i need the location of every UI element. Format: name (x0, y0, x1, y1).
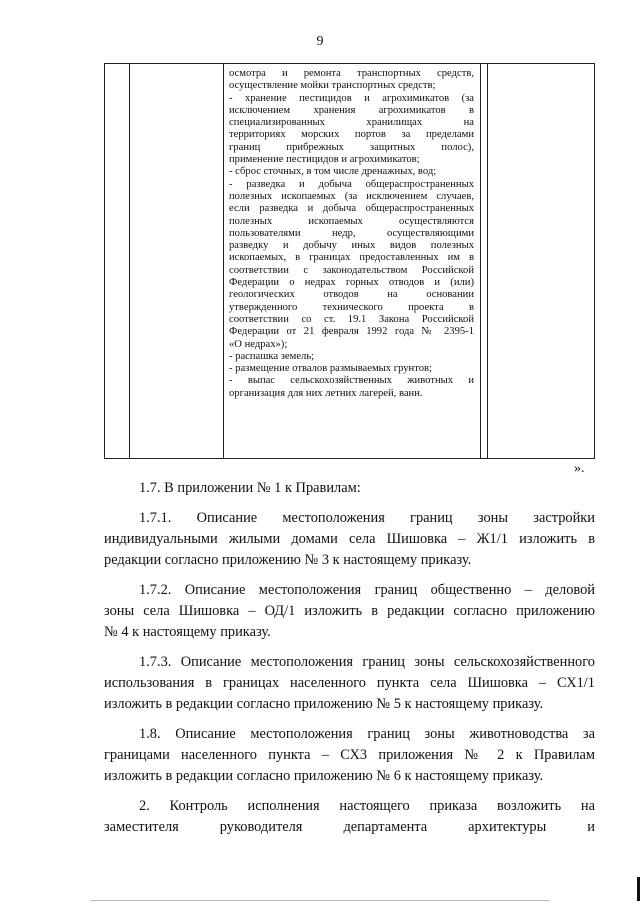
table-column-divider (223, 64, 224, 458)
paragraph-line: 1.7.3. Описание местоположения границ зоны сельскохозяйственного (139, 654, 595, 670)
table-text-line: геологических отводов на основании (229, 289, 474, 301)
table-text-line: разведку и добычу иных видов полезных (229, 240, 474, 252)
closing-quote: ». (574, 461, 585, 476)
table-text-line: осмотра и ремонта транспортных средств, (229, 68, 474, 79)
table-text-line: специализированных хранилищах на (229, 117, 474, 129)
table-text-line: если разведка и добыча общераспространенных (229, 203, 474, 215)
table-text-line: соответствии с законодательством Российской (229, 264, 474, 276)
table-text-line: исключением хранения агрохимикатов в (229, 104, 474, 116)
table-text-line: пользователями недр, осуществляющими (229, 227, 474, 239)
paragraph (104, 652, 595, 715)
table-text-line: - разведка и добыча общераспространенных (229, 178, 474, 190)
page-number: 9 (316, 34, 324, 49)
paragraph-line: индивидуальными жилыми домами села Шишовка – Ж1/1 изложить в (104, 531, 595, 547)
paragraph (104, 508, 595, 571)
table-text-line: организация для них летних лагерей, ванн. (229, 387, 423, 399)
table-column-divider (480, 64, 481, 458)
table-text-line: полезных ископаемых (за исключением случаев, (229, 190, 474, 202)
table-text-line: - выпас сельскохозяйственных животных и (229, 375, 474, 387)
table-column-divider (487, 64, 488, 458)
paragraph (104, 478, 595, 499)
table-text-line: - сброс сточных, в том числе дренажных, вод; (229, 166, 437, 178)
paragraph-line: 2. Контроль исполнения настоящего приказа возложить на (139, 798, 595, 814)
table-text-line: - распашка земель; (229, 350, 315, 362)
table-text-line: границ прибрежных защитных полос), (229, 141, 474, 153)
table-text-line: ископаемых, в границах предоставленных им в (229, 252, 474, 264)
bottom-rule (90, 900, 550, 901)
paragraph-line: 1.8. Описание местоположения границ зоны животноводства за (139, 726, 595, 742)
table-column-divider (129, 64, 130, 458)
paragraph-line: зоны села Шишовка – ОД/1 изложить в редакции согласно приложению (104, 603, 595, 619)
table-text-line: территориях морских портов за пределами (229, 129, 474, 141)
paragraph-line: заместителя руководителя департамента архитектуры и (104, 819, 595, 835)
table-text-line: Федерации о недрах горных отводов и (или) (229, 277, 474, 289)
paragraph-line: изложить в редакции согласно приложению № 5 к настоящему приказу. (104, 696, 544, 712)
paragraph (104, 724, 595, 787)
table-text-line: - хранение пестицидов и агрохимикатов (за (229, 92, 474, 104)
table-text-line: утвержденного технического проекта в (229, 301, 474, 313)
table-text-line: - размещение отвалов размываемых грунтов; (229, 363, 432, 375)
table-text-line: осуществление мойки транспортных средств; (229, 80, 436, 92)
paragraph-line: 1.7. В приложении № 1 к Правилам: (139, 480, 361, 496)
table-text-line: Федерации от 21 февраля 1992 года № 2395-1 (229, 326, 474, 338)
table-text-line: соответствии со ст. 19.1 Закона Российской (229, 313, 474, 325)
paragraph-line: использования в границах населенного пункта села Шишовка – СХ1/1 (104, 675, 595, 691)
paragraph-line: границами населенного пункта – СХ3 приложения № 2 к Правилам (104, 747, 595, 763)
table-text-line: «О недрах»); (229, 338, 288, 350)
table-text-line: полезных ископаемых осуществляются (229, 215, 474, 227)
paragraph (104, 580, 595, 643)
paragraph-line: 1.7.1. Описание местоположения границ зоны застройки (139, 510, 595, 526)
table-text-line: применение пестицидов и агрохимикатов; (229, 154, 420, 166)
paragraph-line: 1.7.2. Описание местоположения границ общественно – деловой (139, 582, 595, 598)
paragraph (104, 796, 595, 838)
table-cell-text (229, 68, 474, 400)
body-text (104, 478, 595, 847)
paragraph-line: редакции согласно приложению № 3 к настоящему приказу. (104, 552, 472, 568)
table-fragment (104, 63, 595, 459)
paragraph-line: изложить в редакции согласно приложению № 6 к настоящему приказу. (104, 768, 544, 784)
paragraph-line: № 4 к настоящему приказу. (104, 624, 271, 640)
